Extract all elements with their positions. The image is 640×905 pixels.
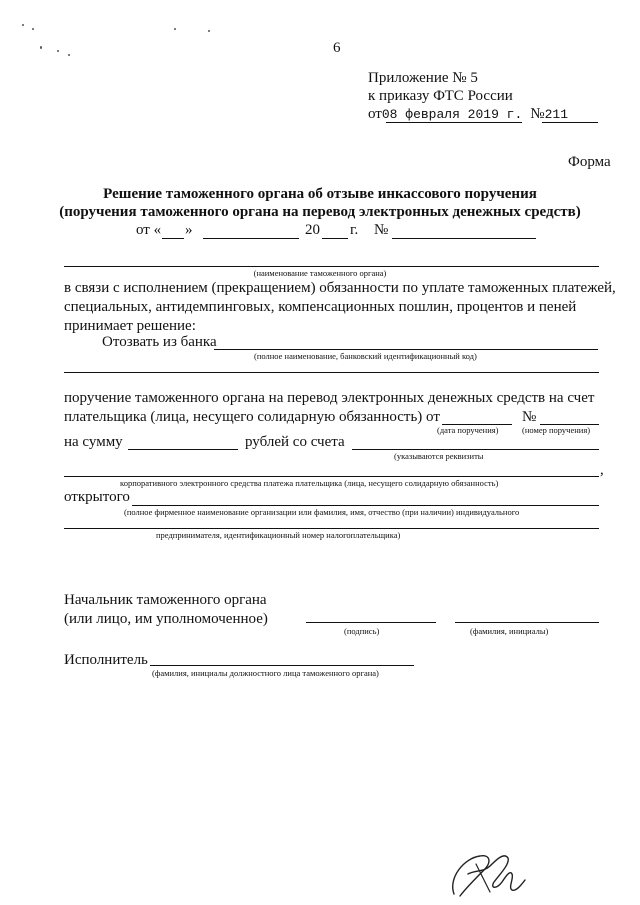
full-name-caption: (фамилия, инициалы): [470, 626, 549, 636]
decision-year-prefix: 20: [305, 222, 320, 238]
appendix-from: от: [368, 106, 382, 122]
scan-speck: [68, 54, 70, 56]
bank-name-line: [214, 349, 598, 350]
executor-label: Исполнитель: [64, 652, 148, 668]
para1-line2: специальных, антидемпинговых, компенсационных пошлин, процентов и пеней: [64, 299, 577, 315]
decision-date-quote-close: »: [185, 222, 193, 238]
org-name-caption: (полное фирменное наименование организации или фамилия, имя, отчество (при наличии) индивидуального: [124, 507, 520, 517]
para2-line2: плательщика (лица, несущего солидарную обязанность) от: [64, 409, 440, 425]
amount-line: [128, 449, 238, 450]
document-title-line2: (поручения таможенного органа на перевод электронных денежных средств): [59, 204, 581, 220]
revoke-from-bank-label: Отозвать из банка: [102, 334, 217, 350]
amount-label: на сумму: [64, 434, 123, 450]
order-date: 08 февраля 2019 г.: [381, 107, 523, 122]
bank-name-caption: (полное наименование, банковский идентификационный код): [254, 351, 477, 361]
scan-speck: [22, 24, 24, 26]
handwritten-signature: [446, 848, 528, 902]
decision-month-underline: [203, 238, 299, 239]
order-number: 211: [544, 107, 569, 122]
order-date-underline: [386, 122, 522, 123]
corporate-means-comma: ,: [600, 462, 604, 478]
decision-number-underline: [392, 238, 536, 239]
decision-date-ot: от «: [136, 222, 162, 238]
appendix-line1: Приложение № 5: [368, 70, 478, 86]
form-label: Форма: [568, 154, 611, 170]
scan-speck: [174, 28, 176, 30]
para2-line1: поручение таможенного органа на перевод электронных денежных средств на счет: [64, 390, 595, 406]
account-details-caption: (указываются реквизиты: [394, 451, 484, 461]
corporate-means-line: [64, 476, 599, 477]
decision-year-underline: [322, 238, 348, 239]
order-number-caption: (номер поручения): [522, 425, 591, 435]
order-number-sign-2: №: [522, 409, 537, 425]
executor-caption: (фамилия, инициалы должностного лица таможенного органа): [152, 668, 379, 678]
account-line: [352, 449, 599, 450]
opened-org-line: [132, 505, 599, 506]
chief-title-line2: (или лицо, им уполномоченное): [64, 611, 268, 627]
decision-day-underline: [162, 238, 184, 239]
order-number-underline: [542, 122, 598, 123]
document-title-line1: Решение таможенного органа об отзыве инкассового поручения: [103, 186, 537, 202]
page-number: 6: [333, 40, 341, 56]
executor-line: [150, 665, 414, 666]
para1-line3: принимает решение:: [64, 318, 196, 334]
appendix-line2: к приказу ФТС России: [368, 88, 513, 104]
appendix-line3: [368, 106, 568, 123]
entrepreneur-line: [64, 528, 599, 529]
decision-year-g: г.: [350, 222, 359, 238]
order-number-sign: №: [530, 106, 545, 122]
para1-line1: в связи с исполнением (прекращением) обязанности по уплате таможенных платежей,: [64, 280, 616, 296]
scan-speck: [32, 28, 34, 30]
scan-speck: [40, 46, 42, 49]
signature-line: [306, 622, 436, 623]
bank-name-line2: [64, 372, 599, 373]
customs-name-line: [64, 266, 599, 267]
decision-number-sign: №: [374, 222, 389, 238]
entrepreneur-caption: предпринимателя, идентификационный номер налогоплательщика): [156, 530, 401, 540]
corporate-means-caption: корпоративного электронного средства платежа плательщика (лица, несущего солидарную обязанность): [120, 478, 499, 488]
customs-name-caption: (наименование таможенного органа): [253, 268, 387, 278]
scan-speck: [57, 50, 59, 52]
opened-label: открытого: [64, 489, 130, 505]
scan-speck: [208, 30, 210, 32]
chief-title-line1: Начальник таможенного органа: [64, 592, 267, 608]
full-name-line: [455, 622, 599, 623]
rubles-from-account-label: рублей со счета: [245, 434, 345, 450]
signature-caption: (подпись): [344, 626, 380, 636]
order-date-caption: (дата поручения): [437, 425, 499, 435]
